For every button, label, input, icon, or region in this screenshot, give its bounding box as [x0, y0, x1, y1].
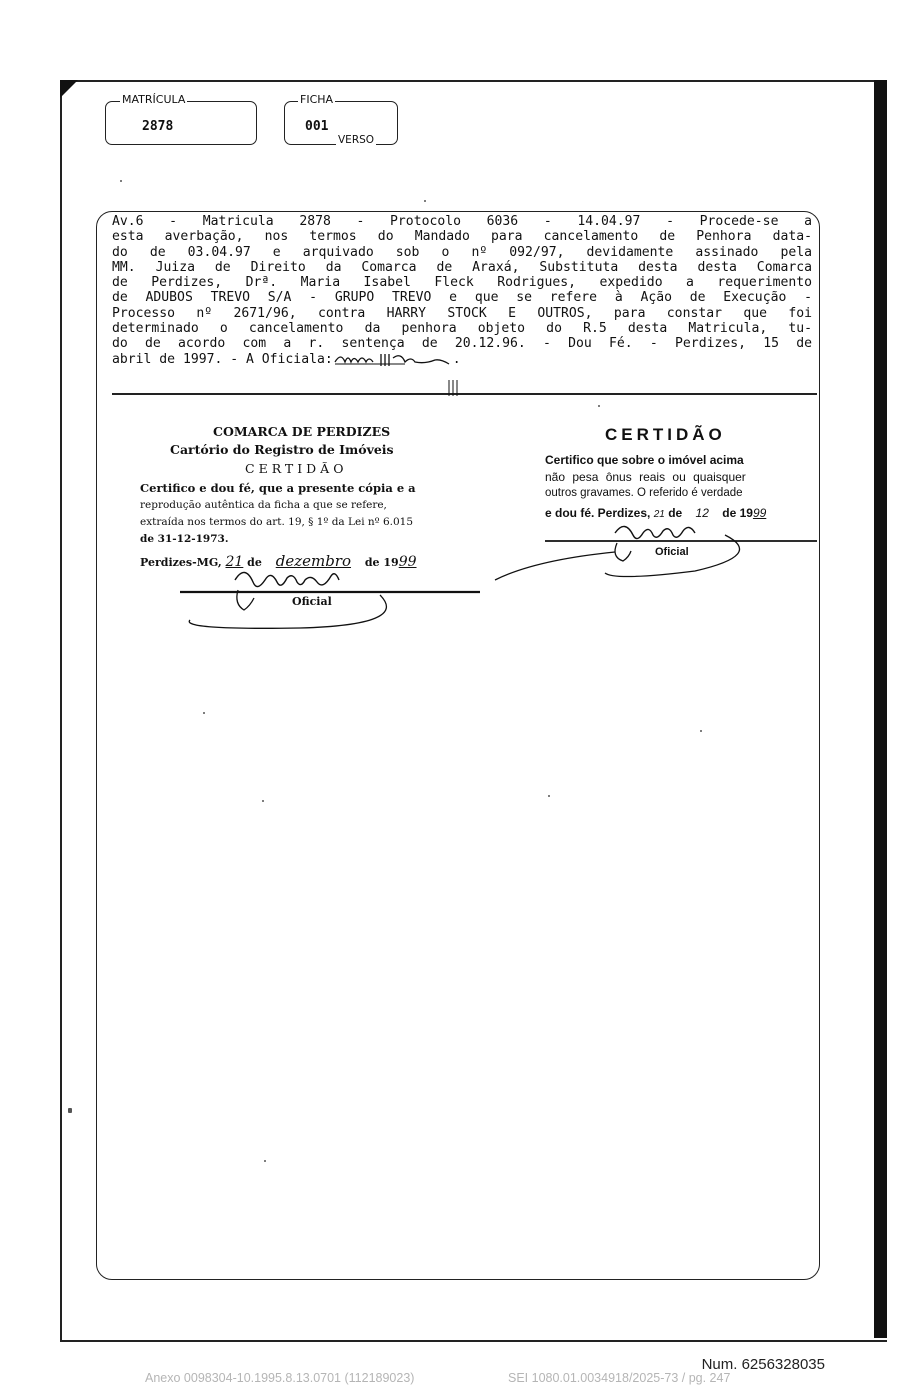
ficha-value: 001 — [305, 119, 329, 134]
signature-stroke-marks — [445, 378, 465, 398]
comarca-title: COMARCA DE PERDIZES — [213, 424, 391, 439]
matricula-label: MATRÍCULA — [122, 93, 186, 106]
averbacao-line: de Perdizes, Drª. Maria Isabel Fleck Rodrigues, expedido a requerimento — [112, 275, 812, 291]
averbacao-line: Processo nº 2671/96, contra HARRY STOCK E OUTROS, para constar que foi — [112, 305, 812, 321]
document-number: Num. 6256328035 — [701, 1356, 825, 1373]
averbacao-line: de ADUBOS TREVO S/A - GRUPO TREVO e que se refere à Ação de Execução - — [112, 290, 812, 306]
certidao-line: extraída nos termos do art. 19, § 1º da Lei nº 6.015 — [140, 516, 414, 528]
matricula-value: 2878 — [142, 119, 174, 134]
scan-speck — [424, 200, 426, 202]
certidao-title: CERTIDÃO — [605, 425, 726, 444]
date-year: 99 — [398, 554, 417, 570]
certidao-line: Certifico e dou fé, que a presente cópia e a — [140, 481, 416, 495]
date-month: 12 — [695, 506, 709, 520]
ficha-label: FICHA — [300, 93, 334, 106]
averbacao-last-line — [112, 352, 812, 367]
averbacao-end: . — [452, 351, 461, 367]
date-year: 99 — [752, 506, 767, 520]
scan-speck — [548, 795, 550, 797]
oficial-label: Oficial — [292, 595, 332, 608]
date-de: de — [247, 556, 262, 569]
verso-label: VERSO — [338, 134, 375, 146]
sei-reference: SEI 1080.01.0034918/2025-73 / pg. 247 — [508, 1371, 731, 1385]
date-de-year: de 19 — [364, 556, 399, 569]
certidao-line: não pesa ônus reais ou quaisquer — [545, 470, 746, 484]
scan-speck — [264, 1160, 266, 1162]
date-de: de — [668, 506, 683, 520]
certidao-title: CERTIDÃO — [245, 461, 348, 476]
averbacao-line: determinado o cancelamento da penhora objeto do R.5 desta Matricula, tu- — [112, 321, 812, 337]
certidao-line: Certifico que sobre o imóvel acima — [545, 453, 744, 467]
cartorio-title: Cartório do Registro de Imóveis — [170, 442, 394, 457]
sheet-corner-mark — [60, 80, 78, 98]
place-label: Perdizes-MG, — [140, 556, 222, 569]
scan-edge-right — [874, 80, 887, 1338]
averbacao-line: MM. Juiza de Direito da Comarca de Araxá, Substituta desta desta Comarca — [112, 259, 812, 275]
averbacao-line: Av.6 - Matricula 2878 - Protocolo 6036 - 14.04.97 - Procede-se a — [112, 214, 812, 229]
scan-speck — [68, 1108, 72, 1113]
matricula-box — [105, 101, 257, 145]
scan-speck — [598, 405, 600, 407]
averbacao-line: esta averbação, nos termos do Mandado para cancelamento de Penhora data- — [112, 229, 812, 245]
date-day: 21 — [653, 509, 665, 520]
scan-speck — [120, 180, 122, 182]
scan-speck — [700, 730, 702, 732]
oficiala-signature — [333, 352, 453, 366]
record-frame — [96, 211, 820, 1280]
certidao-line: de 31-12-1973. — [140, 533, 229, 545]
scan-speck — [203, 712, 205, 714]
averbacao-line: do de acordo com a r. sentença de 20.12.96. - Dou Fé. - Perdizes, 15 de — [112, 336, 812, 352]
certidao-line: outros gravames. O referido é verdade — [545, 487, 743, 499]
signature-flourish — [490, 540, 640, 590]
certidao-line: reprodução autêntica da ficha a que se refere, — [140, 499, 387, 511]
averbacao-text — [112, 214, 812, 367]
averbacao-line: abril de 1997. - A Oficiala: — [112, 351, 333, 367]
date-de-year: de 19 — [722, 506, 753, 520]
annex-reference: Anexo 0098304-10.1995.8.13.0701 (112189023) — [145, 1371, 415, 1385]
date-day: 21 — [225, 554, 244, 570]
averbacao-line: do de 03.04.97 e arquivado sob o nº 092/97, devidamente assinado pela — [112, 244, 812, 260]
scan-speck — [262, 800, 264, 802]
oficial-label: Oficial — [655, 546, 689, 558]
place-label: e dou fé. Perdizes, — [545, 506, 651, 520]
date-month: dezembro — [275, 552, 352, 570]
